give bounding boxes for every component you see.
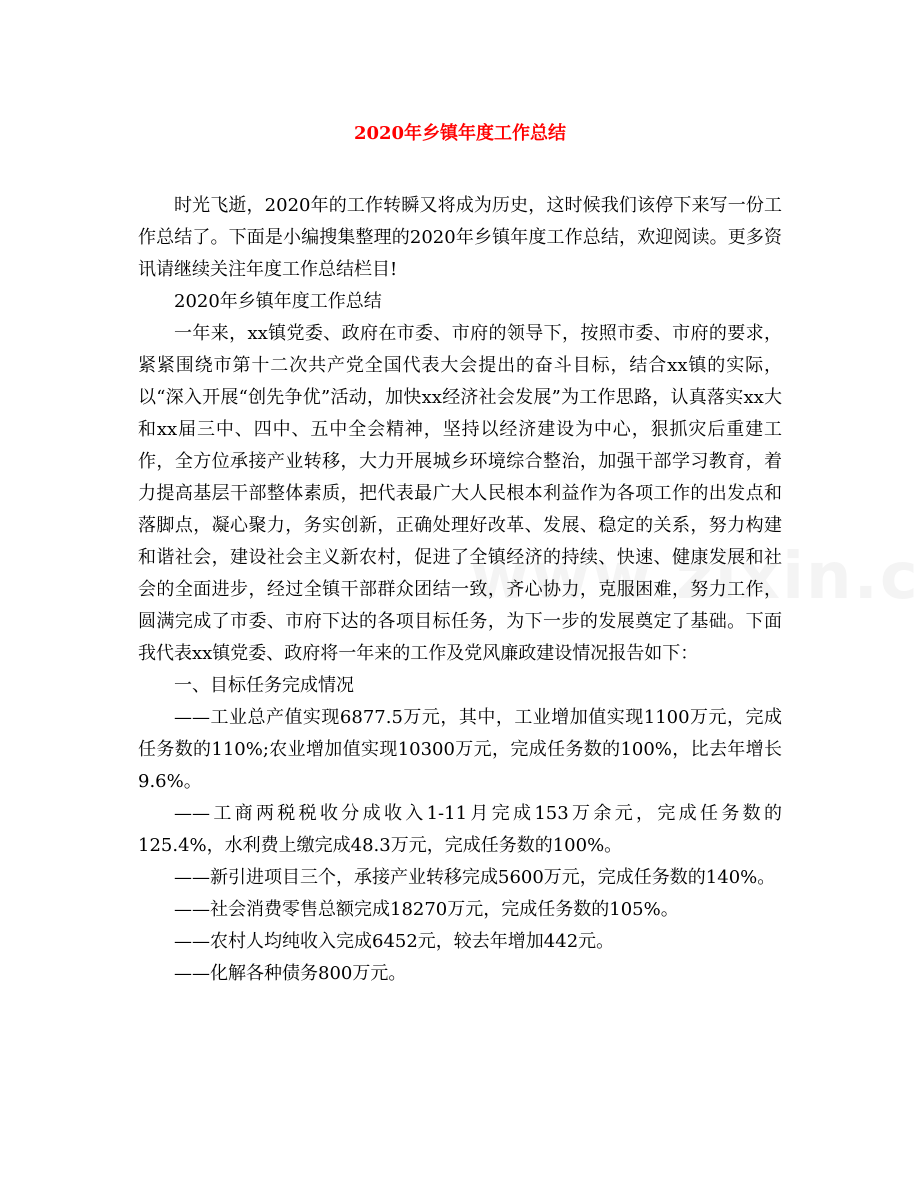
body-paragraph: 一年来，xx镇党委、政府在市委、市府的领导下，按照市委、市府的要求，紧紧围绕市第十二次共产党全国代表大会提出的奋斗目标，结合xx镇的实际，以“深入开展“创先争优”活动，加快xx经济社会发展”为工作思路，认真落实xx大和xx届三中、四中、五中全会精神，坚持以经济建设为中心，狠抓灾后重建工作，全方位承接产业转移，大力开展城乡环境综合整治，加强干部学习教育，着力提高基层干部整体素质，把代表最广大人民根本利益作为各项工作的出发点和落脚点，凝心聚力，务实创新，正确处理好改革、发展、稳定的关系，努力构建和谐社会，建设社会主义新农村，促进了全镇经济的持续、快速、健康发展和社会的全面进步，经过全镇干部群众团结一致，齐心协力，克服困难，努力工作，圆满完成了市委、市府下达的各项目标任务，为下一步的发展奠定了基础。下面我代表xx镇党委、政府将一年来的工作及党风廉政建设情况报告如下： [138,323,782,664]
subtitle-paragraph: 2020年乡镇年度工作总结 [174,291,382,312]
list-item: ——化解各种债务800万元。 [174,963,407,984]
list-item: ——农村人均纯收入完成6452元，较去年增加442元。 [174,931,615,952]
list-item: ——工商两税税收分成收入1-11月完成153万余元，完成任务数的125.4%，水利费上缴完成48.3万元，完成任务数的100%。 [138,803,782,856]
section-heading: 一、目标任务完成情况 [174,675,354,696]
intro-paragraph: 时光飞逝，2020年的工作转瞬又将成为历史，这时候我们该停下来写一份工作总结了。下面是小编搜集整理的2020年乡镇年度工作总结，欢迎阅读。更多资讯请继续关注年度工作总结栏目! [138,195,782,280]
list-item: ——社会消费零售总额完成18270万元，完成任务数的105%。 [174,899,679,920]
document-title: 2020年乡镇年度工作总结 [353,123,567,144]
list-item: ——工业总产值实现6877.5万元，其中，工业增加值实现1100万元，完成任务数的110%;农业增加值实现10300万元，完成任务数的100%，比去年增长9.6%。 [138,707,782,792]
list-item: ——新引进项目三个，承接产业转移完成5600万元，完成任务数的140%。 [174,867,776,888]
